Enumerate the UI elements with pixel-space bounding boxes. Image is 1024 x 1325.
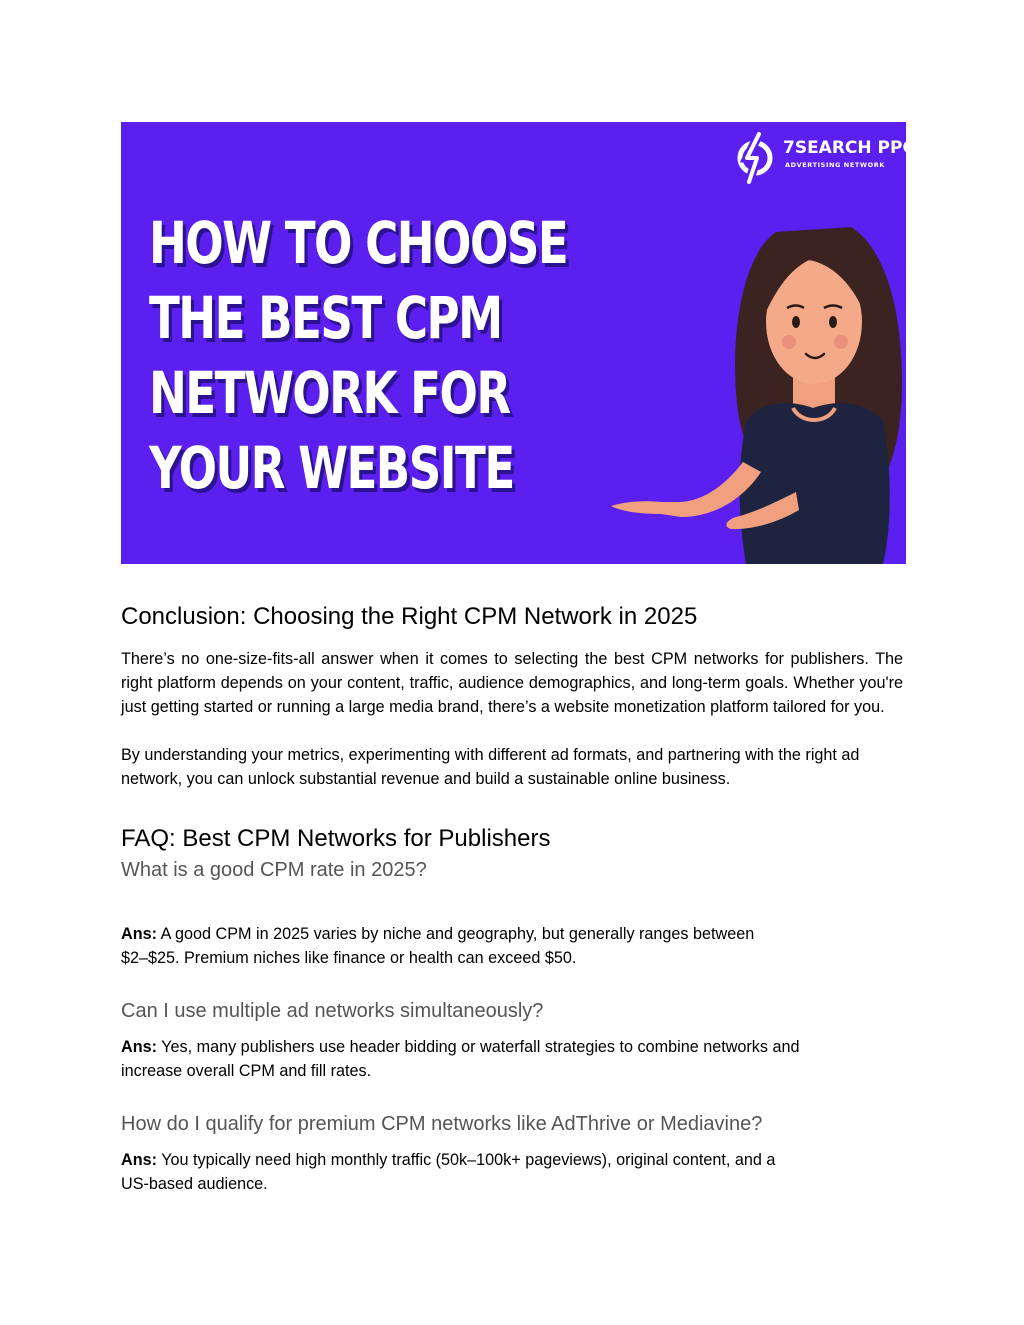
faq-answer <box>121 1148 901 1196</box>
headline-line: THE BEST CPM <box>149 284 502 352</box>
banner-headline <box>149 206 568 506</box>
faq-question: How do I qualify for premium CPM networks like AdThrive or Mediavine? <box>121 1113 763 1135</box>
answer-line: $2–$25. Premium niches like finance or health can exceed $50. <box>121 949 577 968</box>
answer-line: increase overall CPM and fill rates. <box>121 1062 372 1081</box>
woman-illustration <box>531 172 906 564</box>
conclusion-paragraph-1: There’s no one-size-fits-all answer when it comes to selecting the best CPM networks for publishers. The right platform depends on your content, traffic, audience demographics, and long-term goals. Whether you're just getting started or running a large media brand, there’s a website monetization platform tailored for you. <box>121 650 903 717</box>
answer-line: Ans: You typically need high monthly traffic (50k–100k+ pageviews), original content, and a <box>121 1151 776 1169</box>
logo-subtitle: ADVERTISING NETWORK <box>785 161 886 169</box>
answer-label: Ans: <box>121 1151 157 1169</box>
faq-question: Can I use multiple ad networks simultaneously? <box>121 1000 544 1022</box>
faq-question: What is a good CPM rate in 2025? <box>121 859 427 881</box>
answer-line: Ans: A good CPM in 2025 varies by niche and geography, but generally ranges between <box>121 925 755 943</box>
answer-line: Ans: Yes, many publishers use header bidding or waterfall strategies to combine networks and <box>121 1038 800 1056</box>
answer-label: Ans: <box>121 925 157 943</box>
faq-answer <box>121 922 901 970</box>
headline-line: NETWORK FOR <box>149 359 510 427</box>
headline-line: HOW TO CHOOSE <box>149 209 568 277</box>
faq-answer <box>121 1035 901 1083</box>
answer-line: US-based audience. <box>121 1175 268 1194</box>
logo-text: 7SEARCH PPC® <box>783 138 922 158</box>
conclusion-paragraph-2: By understanding your metrics, experimenting with different ad formats, and partnering with the right ad network, you can unlock substantial revenue and build a sustainable online business. <box>121 746 860 789</box>
faq-heading: FAQ: Best CPM Networks for Publishers <box>121 825 551 852</box>
headline-line: YOUR WEBSITE <box>149 434 514 502</box>
conclusion-heading: Conclusion: Choosing the Right CPM Network in 2025 <box>121 603 698 630</box>
hero-banner <box>121 122 922 564</box>
answer-label: Ans: <box>121 1038 157 1056</box>
